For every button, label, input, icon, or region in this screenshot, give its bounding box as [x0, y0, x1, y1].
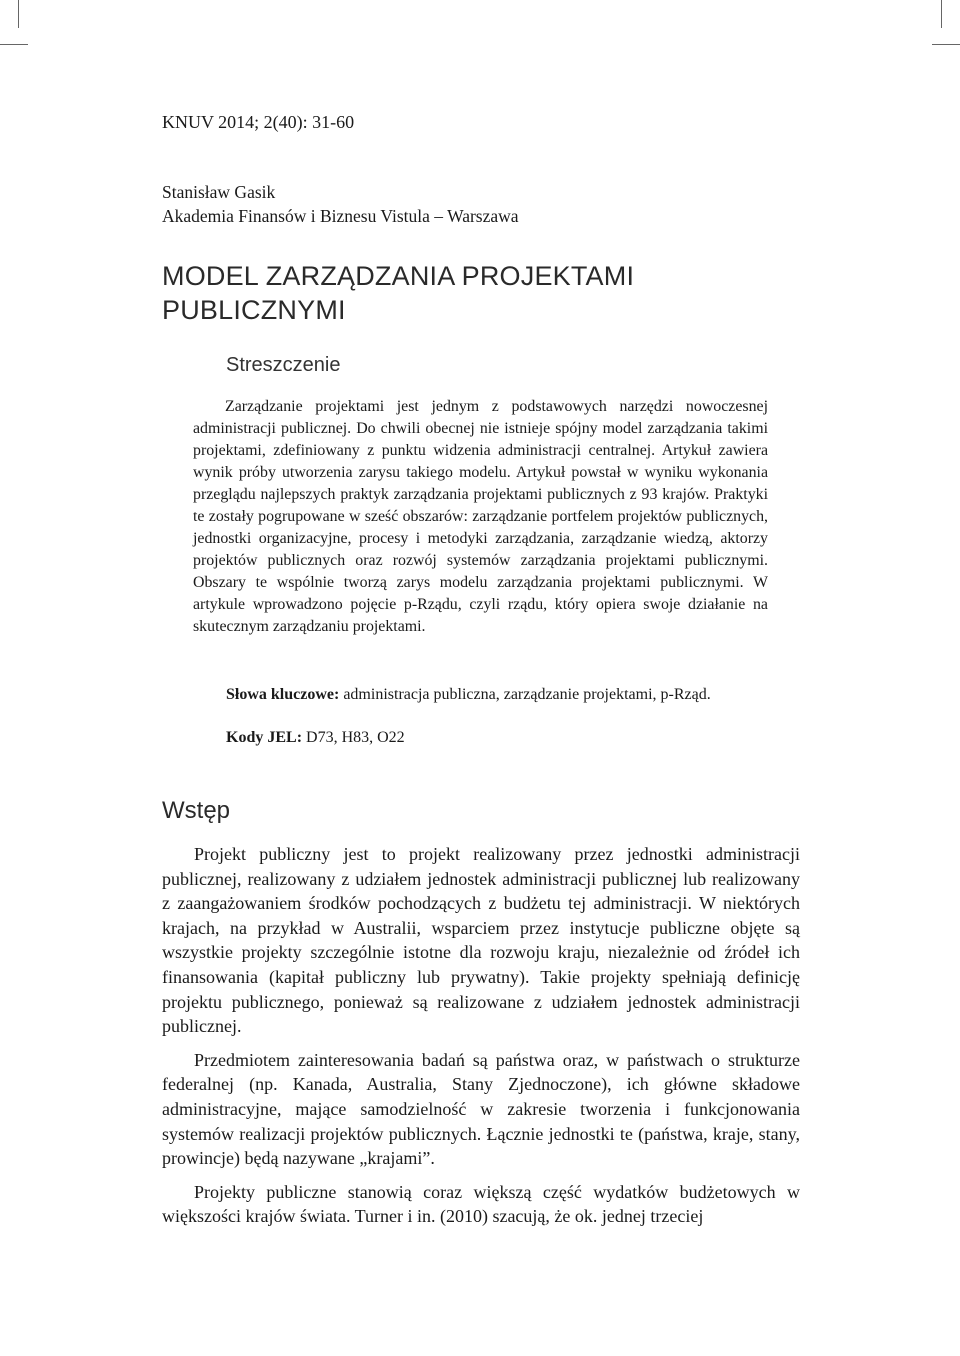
abstract-heading: Streszczenie — [226, 354, 341, 376]
author-name: Stanisław Gasik — [162, 182, 276, 202]
jel-label: Kody JEL: — [226, 729, 303, 746]
crop-mark — [0, 44, 28, 45]
abstract-text: Zarządzanie projektami jest jednym z podstawowych narzędzi nowoczesnej administracji publicznej. Do chwili obecnej nie istnieje spójny model zarządzania takimi projektami, zdefiniowany z punktu widzenia administracji centralnej. Artykuł zawiera wynik próby utworzenia zarysu takiego modelu. Artykuł powstał w wyniku wykonania przeglądu najlepszych praktyk zarządzania projektami publicznych z 93 krajów. Praktyki te zostały pogrupowane w sześć obszarów: zarządzanie portfelem projektów publicznych, jednostki organizacyjne, procesy i metodyki zarządzania, zarządzanie wiedzą, aktorzy projektów publicznych oraz rozwój systemów zarządzania projektami publicznymi. Obszary te wspólnie tworzą zarys modelu zarządzania projektami publicznymi. W artykule wprowadzono pojęcie p-Rządu, czyli rządu, który opiera swoje działanie na skutecznym zarządzaniu projektami. — [193, 398, 768, 635]
crop-mark — [18, 0, 19, 28]
body-text — [162, 842, 800, 1238]
article-title — [162, 259, 634, 327]
journal-citation: KNUV 2014; 2(40): 31-60 — [162, 112, 355, 132]
body-paragraph: Projekt publiczny jest to projekt realizowany przez jednostki administracji publicznej, realizowany z udziałem jednostek administracji publicznej lub realizowany z zaangażowaniem środków pochodzących z budżetu tej administracji. W niektórych krajach, na przykład w Australii, wsparciem przez instytucje publiczne objęte są wszystkie projekty szczególnie istotne dla rozwoju kraju, niezależnie od źródeł ich finansowania (kapitał publiczny lub prywatny). Takie projekty spełniają definicję projektu publicznego, ponieważ są realizowane z udziałem jednostek administracji publicznej. — [162, 844, 800, 1037]
keywords-value: administracja publiczna, zarządzanie projektami, p-Rząd. — [339, 686, 711, 703]
author-block — [162, 180, 519, 228]
body-paragraph: Przedmiotem zainteresowania badań są państwa oraz, w państwach o strukturze federalnej (np. Kanada, Australia, Stany Zjednoczone), ich główne składowe administracyjne, mające samodzielność w zakresie tworzenia i funkcjonowania systemów realizacji projektów publicznych. Łącznie jednostki te (państwa, kraje, stany, prowincje) będą nazywane „krajami”. — [162, 1049, 800, 1169]
body-paragraph: Projekty publiczne stanowią coraz większą część wydatków budżetowych w większości krajów świata. Turner i in. (2010) szacują, że ok. jednej trzeciej — [162, 1181, 800, 1227]
jel-value: D73, H83, O22 — [302, 729, 405, 746]
keywords-line — [226, 686, 711, 704]
jel-codes-line — [226, 729, 405, 747]
crop-mark — [932, 44, 960, 45]
section-heading: Wstęp — [162, 797, 231, 824]
keywords-label: Słowa kluczowe: — [226, 686, 340, 703]
author-affiliation: Akademia Finansów i Biznesu Vistula – Warszawa — [162, 206, 519, 226]
article-title-line: PUBLICZNYMI — [162, 295, 346, 325]
crop-mark — [941, 0, 942, 28]
article-title-line: MODEL ZARZĄDZANIA PROJEKTAMI — [162, 261, 635, 291]
